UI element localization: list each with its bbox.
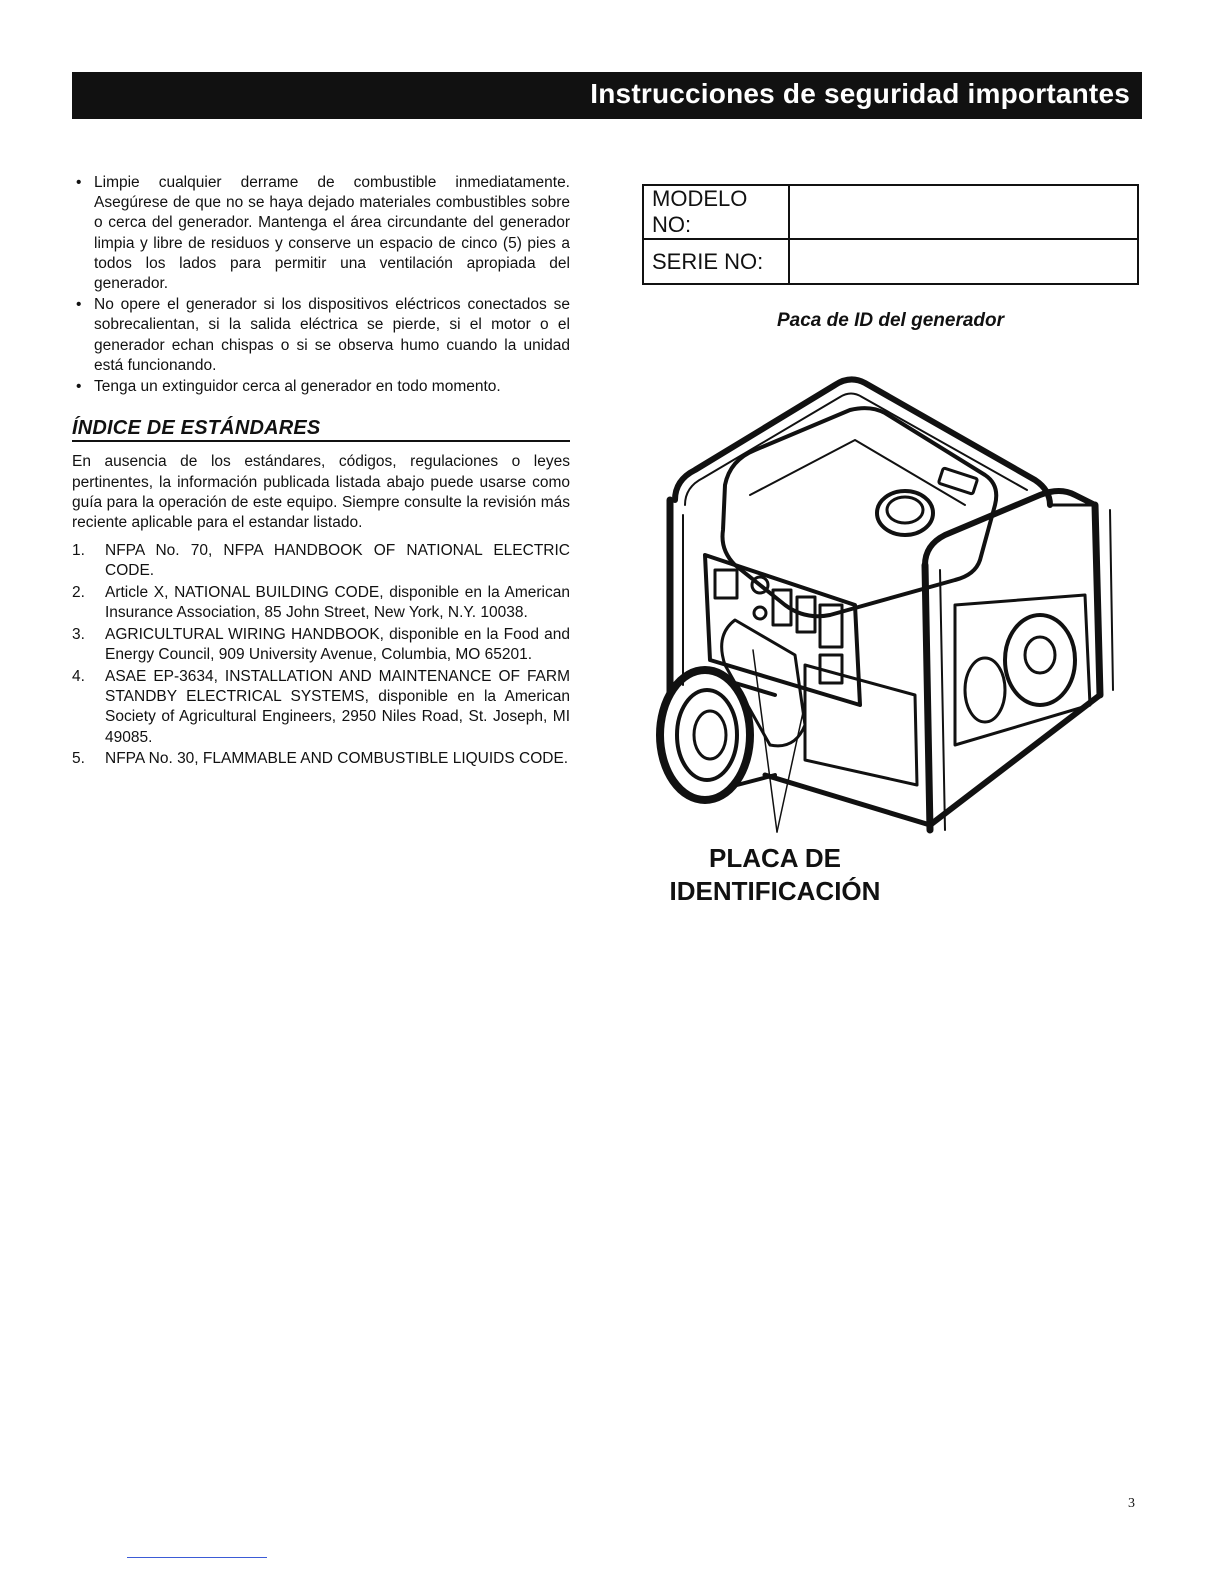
standards-list — [72, 541, 570, 769]
standards-heading: ÍNDICE DE ESTÁNDARES — [72, 418, 570, 442]
page-number: 3 — [1128, 1496, 1135, 1511]
footer-divider — [127, 1557, 267, 1558]
item-text: ASAE EP-3634, INSTALLATION AND MAINTENANCE OF FARM STANDBY ELECTRICAL SYSTEMS, disponible en la American Society of Agricultural Engineers, 2950 Niles Road, St. Joseph, MI 49085. — [105, 667, 570, 746]
figure-caption: Paca de ID del generador — [776, 310, 1005, 331]
model-label: MODELO NO: — [643, 185, 789, 239]
generator-illustration — [655, 365, 1125, 845]
safety-bullets — [72, 173, 570, 397]
standard-item — [72, 541, 570, 581]
id-plate-line: IDENTIFICACIÓN — [669, 876, 881, 906]
item-text: NFPA No. 70, NFPA HANDBOOK OF NATIONAL ELECTRIC CODE. — [105, 542, 570, 580]
bullet-item: • Limpie cualquier derrame de combustible inmediatamente. Asegúrese de que no se haya dejado materiales combustibles sobre o cerca del generador. Mantenga el área circundante del generador limpia y libre de residuos y conserve un espacio de cinco (5) pies a todos los lados para permitir una ventilación apropiada del generador. — [72, 173, 570, 294]
model-row — [643, 185, 1138, 239]
bullet-item: • No opere el generador si los dispositivos eléctricos conectados se sobrecalientan, si la salida eléctrica se pierde, si el motor o el generador echan chispas o si se observa humo cuando la unidad está funcionando. — [72, 295, 570, 376]
id-table — [642, 184, 1139, 285]
item-number: 4. — [72, 667, 85, 685]
standard-item — [72, 749, 570, 769]
item-text: NFPA No. 30, FLAMMABLE AND COMBUSTIBLE LIQUIDS CODE. — [105, 750, 569, 768]
header-bar — [72, 72, 1142, 119]
item-number: 1. — [72, 542, 85, 560]
standard-item — [72, 667, 570, 748]
item-number: 5. — [72, 750, 85, 768]
item-number: 3. — [72, 626, 85, 644]
left-column — [72, 173, 570, 771]
item-text: AGRICULTURAL WIRING HANDBOOK, disponible en la Food and Energy Council, 909 University Avenue, Columbia, MO 65201. — [105, 626, 570, 664]
serial-label: SERIE NO: — [643, 239, 789, 284]
serial-value-field[interactable] — [789, 239, 1138, 284]
serial-row — [643, 239, 1138, 284]
standard-item — [72, 583, 570, 623]
model-value-field[interactable] — [789, 185, 1138, 239]
item-text: Article X, NATIONAL BUILDING CODE, disponible en la American Insurance Association, 85 John Street, New York, N.Y. 10038. — [105, 584, 570, 622]
bullet-item: • Tenga un extinguidor cerca al generador en todo momento. — [72, 377, 570, 397]
id-plate-label — [660, 842, 890, 908]
page-title: Instrucciones de seguridad importantes — [590, 78, 1130, 109]
id-plate-line: PLACA DE — [709, 843, 841, 873]
item-number: 2. — [72, 584, 85, 602]
standards-intro: En ausencia de los estándares, códigos, regulaciones o leyes pertinentes, la información publicada listada abajo puede usarse como guía para la operación de este equipo. Siempre consulte la revisión más reciente aplicable para el estandar listado. — [72, 453, 570, 532]
standard-item — [72, 625, 570, 665]
